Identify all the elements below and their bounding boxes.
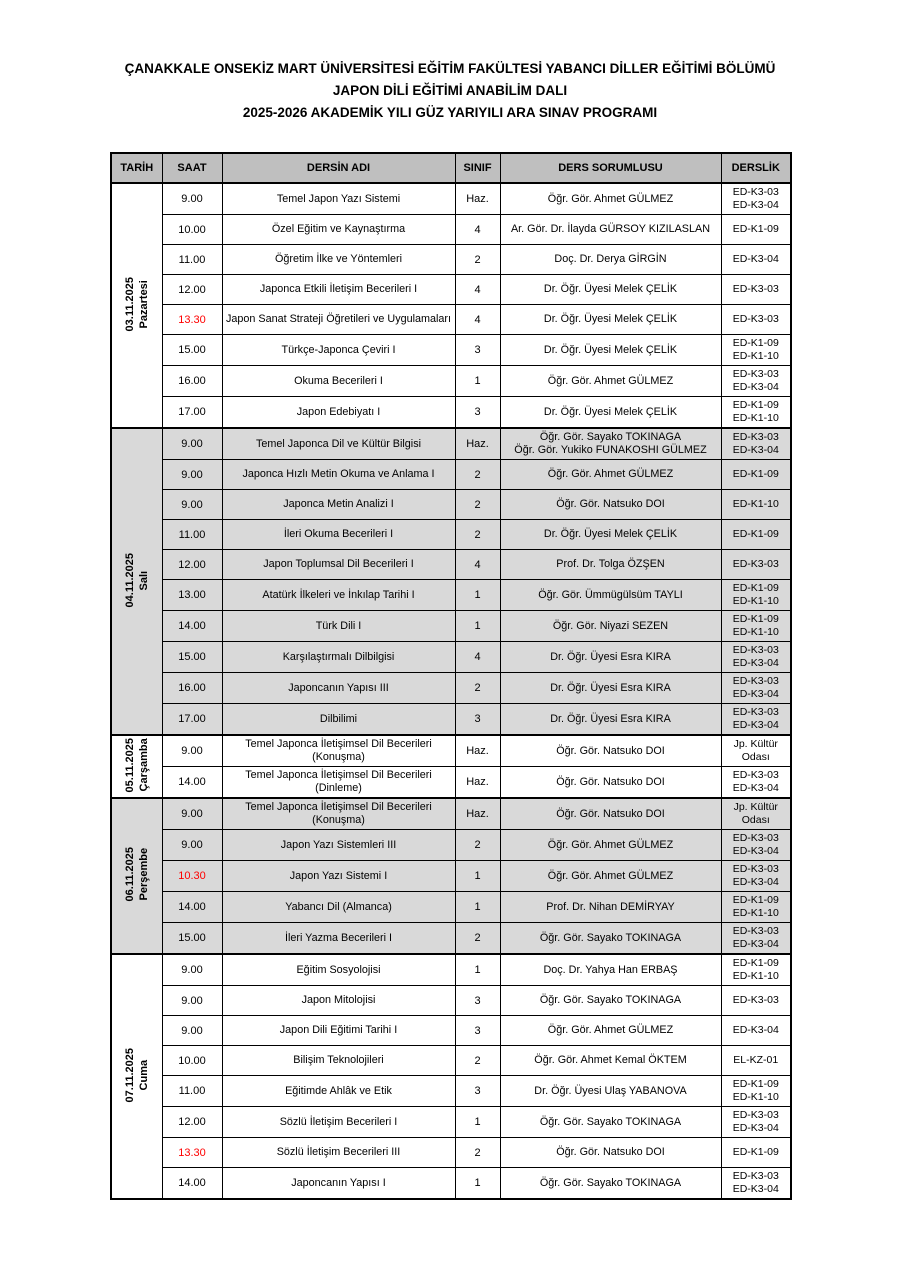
instructor-cell: Öğr. Gör. Sayako TOKINAGA [500, 986, 721, 1016]
instructor-cell: Dr. Öğr. Üyesi Ulaş YABANOVA [500, 1076, 721, 1107]
time-cell: 16.00 [162, 673, 222, 704]
table-row [111, 428, 791, 460]
room-cell: ED-K1-09 ED-K1-10 [721, 335, 791, 366]
grade-cell: 3 [455, 1076, 500, 1107]
course-cell: Öğretim İlke ve Yöntemleri [222, 245, 455, 275]
time-cell: 9.00 [162, 183, 222, 215]
course-cell: Japon Mitolojisi [222, 986, 455, 1016]
time-cell: 11.00 [162, 1076, 222, 1107]
instructor-cell: Dr. Öğr. Üyesi Melek ÇELİK [500, 335, 721, 366]
grade-cell: 2 [455, 490, 500, 520]
table-row [111, 335, 791, 366]
title-line-department: ÇANAKKALE ONSEKİZ MART ÜNİVERSİTESİ EĞİTİM FAKÜLTESİ YABANCI DİLLER EĞİTİMİ BÖLÜMÜ [124, 61, 776, 76]
course-cell: Japon Sanat Strateji Öğretileri ve Uygulamaları [222, 305, 455, 335]
room-cell: ED-K1-09 ED-K1-10 [721, 1076, 791, 1107]
time-cell: 9.00 [162, 490, 222, 520]
room-cell: ED-K1-09 [721, 520, 791, 550]
course-cell: İleri Okuma Becerileri I [222, 520, 455, 550]
time-cell: 9.00 [162, 830, 222, 861]
day-text: Perşembe [137, 848, 150, 901]
grade-cell: 2 [455, 460, 500, 490]
header-derslik: DERSLİK [721, 153, 791, 183]
time-cell: 9.00 [162, 460, 222, 490]
instructor-cell: Öğr. Gör. Ahmet GÜLMEZ [500, 861, 721, 892]
table-row [111, 490, 791, 520]
room-cell: ED-K3-03 [721, 305, 791, 335]
course-cell: Japoncanın Yapısı III [222, 673, 455, 704]
course-cell: Temel Japon Yazı Sistemi [222, 183, 455, 215]
instructor-cell: Dr. Öğr. Üyesi Melek ÇELİK [500, 275, 721, 305]
instructor-cell: Prof. Dr. Nihan DEMİRYAY [500, 892, 721, 923]
instructor-cell: Ar. Gör. Dr. İlayda GÜRSOY KIZILASLAN [500, 215, 721, 245]
date-text: 05.11.2025 [123, 737, 136, 793]
table-row [111, 520, 791, 550]
title-line-program: JAPON DİLİ EĞİTİMİ ANABİLİM DALI [332, 83, 568, 98]
document-title [0, 58, 900, 124]
table-header-row [111, 153, 791, 183]
instructor-cell: Öğr. Gör. Ahmet Kemal ÖKTEM [500, 1046, 721, 1076]
date-text: 04.11.2025 [123, 552, 136, 608]
date-text: 03.11.2025 [123, 276, 136, 332]
day-text: Pazartesi [137, 279, 150, 329]
course-cell: Japon Toplumsal Dil Becerileri I [222, 550, 455, 580]
room-cell: ED-K3-03 [721, 275, 791, 305]
table-row [111, 986, 791, 1016]
room-cell: ED-K3-03 ED-K3-04 [721, 642, 791, 673]
time-cell: 9.00 [162, 428, 222, 460]
course-cell: Sözlü İletişim Becerileri III [222, 1138, 455, 1168]
grade-cell: 4 [455, 275, 500, 305]
date-cell [111, 954, 162, 1199]
grade-cell: Haz. [455, 428, 500, 460]
table-row [111, 1076, 791, 1107]
instructor-cell: Öğr. Gör. Ahmet GÜLMEZ [500, 830, 721, 861]
date-vertical-label [123, 277, 151, 331]
time-cell: 9.00 [162, 954, 222, 986]
course-cell: Japon Yazı Sistemleri III [222, 830, 455, 861]
instructor-cell: Öğr. Gör. Sayako TOKINAGA [500, 1107, 721, 1138]
grade-cell: 4 [455, 642, 500, 673]
time-cell: 14.00 [162, 892, 222, 923]
time-cell: 16.00 [162, 366, 222, 397]
grade-cell: 1 [455, 366, 500, 397]
grade-cell: 4 [455, 550, 500, 580]
date-text: 07.11.2025 [123, 1047, 136, 1103]
room-cell: ED-K1-09 [721, 215, 791, 245]
room-cell: ED-K1-09 ED-K1-10 [721, 397, 791, 429]
room-cell: ED-K3-03 ED-K3-04 [721, 923, 791, 955]
instructor-cell: Öğr. Gör. Natsuko DOI [500, 798, 721, 830]
table-row [111, 830, 791, 861]
room-cell: ED-K3-03 ED-K3-04 [721, 1107, 791, 1138]
instructor-cell: Dr. Öğr. Üyesi Esra KIRA [500, 673, 721, 704]
time-cell: 9.00 [162, 986, 222, 1016]
room-cell: ED-K3-03 ED-K3-04 [721, 704, 791, 736]
table-row [111, 861, 791, 892]
time-cell: 11.00 [162, 520, 222, 550]
grade-cell: 3 [455, 335, 500, 366]
table-row [111, 397, 791, 429]
table-row [111, 611, 791, 642]
room-cell: ED-K3-03 ED-K3-04 [721, 830, 791, 861]
time-cell: 15.00 [162, 642, 222, 673]
course-cell: Okuma Becerileri I [222, 366, 455, 397]
grade-cell: 1 [455, 954, 500, 986]
instructor-cell: Öğr. Gör. Ahmet GÜLMEZ [500, 1016, 721, 1046]
instructor-cell: Öğr. Gör. Sayako TOKINAGA [500, 923, 721, 955]
grade-cell: Haz. [455, 183, 500, 215]
time-cell: 10.00 [162, 1046, 222, 1076]
course-cell: Eğitim Sosyolojisi [222, 954, 455, 986]
grade-cell: Haz. [455, 735, 500, 767]
table-row [111, 215, 791, 245]
grade-cell: 2 [455, 923, 500, 955]
time-cell: 17.00 [162, 704, 222, 736]
instructor-cell: Öğr. Gör. Ahmet GÜLMEZ [500, 183, 721, 215]
room-cell: ED-K1-09 [721, 1138, 791, 1168]
instructor-cell: Dr. Öğr. Üyesi Esra KIRA [500, 704, 721, 736]
grade-cell: 1 [455, 611, 500, 642]
table-row [111, 245, 791, 275]
time-cell: 15.00 [162, 923, 222, 955]
header-ders-sorumlusu: DERS SORUMLUSU [500, 153, 721, 183]
instructor-cell: Dr. Öğr. Üyesi Melek ÇELİK [500, 520, 721, 550]
time-cell: 14.00 [162, 767, 222, 799]
instructor-cell: Öğr. Gör. Ahmet GÜLMEZ [500, 366, 721, 397]
instructor-cell: Öğr. Gör. Ahmet GÜLMEZ [500, 460, 721, 490]
course-cell: Temel Japonca İletişimsel Dil Becerileri (Dinleme) [222, 767, 455, 799]
room-cell: ED-K3-04 [721, 1016, 791, 1046]
table-row [111, 183, 791, 215]
instructor-cell: Dr. Öğr. Üyesi Esra KIRA [500, 642, 721, 673]
instructor-cell: Öğr. Gör. Natsuko DOI [500, 735, 721, 767]
room-cell: ED-K3-03 ED-K3-04 [721, 183, 791, 215]
date-vertical-label [123, 738, 151, 792]
course-cell: Japoncanın Yapısı I [222, 1168, 455, 1200]
course-cell: İleri Yazma Becerileri I [222, 923, 455, 955]
course-cell: Temel Japonca İletişimsel Dil Becerileri (Konuşma) [222, 735, 455, 767]
course-cell: Japonca Metin Analizi I [222, 490, 455, 520]
course-cell: Karşılaştırmalı Dilbilgisi [222, 642, 455, 673]
table-row [111, 580, 791, 611]
room-cell: ED-K3-03 ED-K3-04 [721, 366, 791, 397]
room-cell: ED-K1-09 ED-K1-10 [721, 892, 791, 923]
table-row [111, 550, 791, 580]
table-row [111, 704, 791, 736]
room-cell: Jp. Kültür Odası [721, 735, 791, 767]
room-cell: ED-K3-03 ED-K3-04 [721, 767, 791, 799]
grade-cell: Haz. [455, 798, 500, 830]
course-cell: Dilbilimi [222, 704, 455, 736]
instructor-cell: Prof. Dr. Tolga ÖZŞEN [500, 550, 721, 580]
course-cell: Türkçe-Japonca Çeviri I [222, 335, 455, 366]
grade-cell: 3 [455, 986, 500, 1016]
instructor-cell: Öğr. Gör. Natsuko DOI [500, 1138, 721, 1168]
time-cell: 10.30 [162, 861, 222, 892]
grade-cell: 2 [455, 830, 500, 861]
grade-cell: 1 [455, 1107, 500, 1138]
grade-cell: 2 [455, 520, 500, 550]
grade-cell: 3 [455, 1016, 500, 1046]
date-vertical-label [123, 847, 151, 901]
time-cell: 10.00 [162, 215, 222, 245]
day-text: Salı [137, 570, 150, 590]
course-cell: Atatürk İlkeleri ve İnkılap Tarihi I [222, 580, 455, 611]
course-cell: Bilişim Teknolojileri [222, 1046, 455, 1076]
room-cell: ED-K3-03 ED-K3-04 [721, 428, 791, 460]
room-cell: ED-K1-09 [721, 460, 791, 490]
time-cell: 9.00 [162, 798, 222, 830]
time-cell: 12.00 [162, 1107, 222, 1138]
grade-cell: 4 [455, 305, 500, 335]
instructor-cell: Doç. Dr. Derya GİRGİN [500, 245, 721, 275]
room-cell: EL-KZ-01 [721, 1046, 791, 1076]
instructor-cell: Öğr. Gör. Ümmügülsüm TAYLI [500, 580, 721, 611]
date-cell [111, 428, 162, 735]
course-cell: Temel Japonca İletişimsel Dil Becerileri (Konuşma) [222, 798, 455, 830]
time-cell: 17.00 [162, 397, 222, 429]
instructor-cell: Doç. Dr. Yahya Han ERBAŞ [500, 954, 721, 986]
instructor-cell: Öğr. Gör. Sayako TOKINAGA [500, 1168, 721, 1200]
room-cell: ED-K3-03 [721, 550, 791, 580]
time-cell: 13.30 [162, 305, 222, 335]
table-row [111, 954, 791, 986]
day-text: Cuma [137, 1059, 150, 1091]
grade-cell: 1 [455, 1168, 500, 1200]
room-cell: ED-K3-03 ED-K3-04 [721, 861, 791, 892]
header-sinif: SINIF [455, 153, 500, 183]
instructor-cell: Öğr. Gör. Sayako TOKINAGA Öğr. Gör. Yukiko FUNAKOSHI GÜLMEZ [500, 428, 721, 460]
time-cell: 12.00 [162, 550, 222, 580]
course-cell: Japonca Etkili İletişim Becerileri I [222, 275, 455, 305]
time-cell: 13.00 [162, 580, 222, 611]
date-vertical-label [123, 553, 151, 607]
room-cell: ED-K1-09 ED-K1-10 [721, 611, 791, 642]
instructor-cell: Dr. Öğr. Üyesi Melek ÇELİK [500, 397, 721, 429]
course-cell: Özel Eğitim ve Kaynaştırma [222, 215, 455, 245]
course-cell: Yabancı Dil (Almanca) [222, 892, 455, 923]
time-cell: 11.00 [162, 245, 222, 275]
course-cell: Temel Japonca Dil ve Kültür Bilgisi [222, 428, 455, 460]
table-row [111, 767, 791, 799]
exam-schedule-table [110, 152, 792, 1200]
time-cell: 13.30 [162, 1138, 222, 1168]
instructor-cell: Öğr. Gör. Natsuko DOI [500, 767, 721, 799]
table-row [111, 366, 791, 397]
time-cell: 12.00 [162, 275, 222, 305]
course-cell: Japon Yazı Sistemi I [222, 861, 455, 892]
grade-cell: Haz. [455, 767, 500, 799]
grade-cell: 1 [455, 892, 500, 923]
instructor-cell: Öğr. Gör. Niyazi SEZEN [500, 611, 721, 642]
table-row [111, 460, 791, 490]
room-cell: ED-K1-10 [721, 490, 791, 520]
course-cell: Sözlü İletişim Becerileri I [222, 1107, 455, 1138]
table-row [111, 923, 791, 955]
table-row [111, 735, 791, 767]
table-row [111, 1016, 791, 1046]
time-cell: 14.00 [162, 611, 222, 642]
time-cell: 14.00 [162, 1168, 222, 1200]
table-row [111, 798, 791, 830]
table-row [111, 1046, 791, 1076]
course-cell: Eğitimde Ahlâk ve Etik [222, 1076, 455, 1107]
grade-cell: 2 [455, 1046, 500, 1076]
room-cell: ED-K1-09 ED-K1-10 [721, 580, 791, 611]
table-row [111, 1107, 791, 1138]
time-cell: 9.00 [162, 1016, 222, 1046]
room-cell: ED-K3-03 ED-K3-04 [721, 1168, 791, 1200]
grade-cell: 2 [455, 673, 500, 704]
header-tarih: TARİH [111, 153, 162, 183]
course-cell: Japon Dili Eğitimi Tarihi I [222, 1016, 455, 1046]
time-cell: 9.00 [162, 735, 222, 767]
room-cell: ED-K1-09 ED-K1-10 [721, 954, 791, 986]
instructor-cell: Dr. Öğr. Üyesi Melek ÇELİK [500, 305, 721, 335]
table-row [111, 892, 791, 923]
grade-cell: 1 [455, 861, 500, 892]
table-row [111, 642, 791, 673]
date-cell [111, 183, 162, 428]
course-cell: Japonca Hızlı Metin Okuma ve Anlama I [222, 460, 455, 490]
date-cell [111, 735, 162, 798]
grade-cell: 3 [455, 704, 500, 736]
course-cell: Japon Edebiyatı I [222, 397, 455, 429]
date-cell [111, 798, 162, 954]
date-text: 06.11.2025 [123, 847, 136, 902]
table-row [111, 1168, 791, 1200]
grade-cell: 4 [455, 215, 500, 245]
instructor-cell: Öğr. Gör. Natsuko DOI [500, 490, 721, 520]
header-dersin-adi: DERSİN ADI [222, 153, 455, 183]
room-cell: Jp. Kültür Odası [721, 798, 791, 830]
room-cell: ED-K3-04 [721, 245, 791, 275]
grade-cell: 2 [455, 245, 500, 275]
title-line-semester: 2025-2026 AKADEMİK YILI GÜZ YARIYILI ARA SINAV PROGRAMI [242, 105, 658, 120]
table-row [111, 275, 791, 305]
grade-cell: 2 [455, 1138, 500, 1168]
grade-cell: 3 [455, 397, 500, 429]
table-row [111, 1138, 791, 1168]
date-vertical-label [123, 1048, 151, 1102]
grade-cell: 1 [455, 580, 500, 611]
table-row [111, 673, 791, 704]
room-cell: ED-K3-03 [721, 986, 791, 1016]
room-cell: ED-K3-03 ED-K3-04 [721, 673, 791, 704]
course-cell: Türk Dili I [222, 611, 455, 642]
day-text: Çarşamba [137, 738, 150, 792]
table-row [111, 305, 791, 335]
header-saat: SAAT [162, 153, 222, 183]
time-cell: 15.00 [162, 335, 222, 366]
